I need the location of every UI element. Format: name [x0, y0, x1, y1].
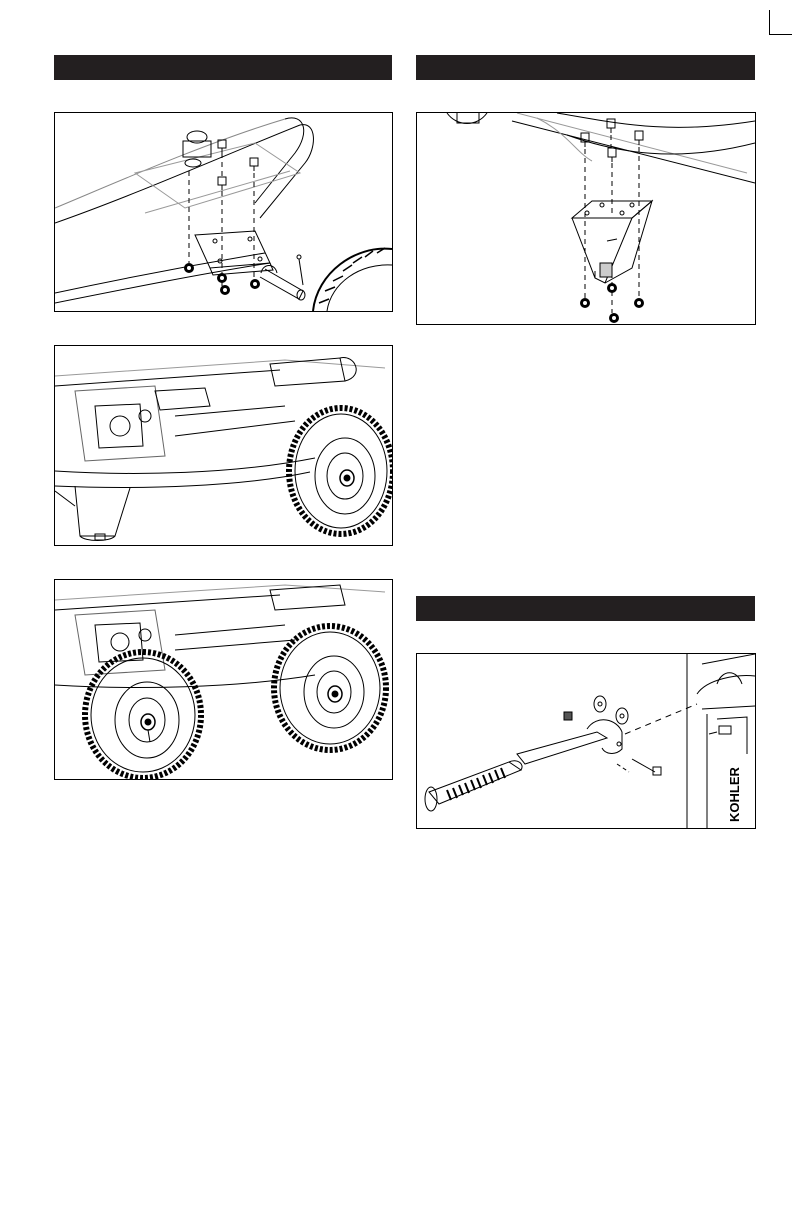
figure-handle-assembly	[416, 653, 756, 829]
crop-mark	[769, 10, 792, 35]
section-header-bar-left	[54, 55, 392, 80]
section-header-bar-right-top	[416, 55, 755, 80]
figure-both-wheels-installed	[54, 579, 393, 780]
section-header-bar-right-bottom	[416, 596, 755, 621]
tire-right	[274, 626, 386, 750]
figure-wheel-axle-bracket	[54, 112, 393, 312]
both-wheels-installed-illustration	[55, 580, 392, 779]
wheel-axle-bracket-illustration	[55, 113, 392, 311]
tire-right	[289, 408, 392, 534]
handle-assembly-illustration	[417, 654, 755, 828]
figure-support-foot-assembly	[416, 112, 756, 325]
kohler-brand-label: KOHLER	[727, 767, 742, 822]
support-foot-assembly-illustration	[417, 113, 755, 324]
first-wheel-installed-illustration	[55, 346, 392, 545]
figure-first-wheel-installed	[54, 345, 393, 546]
